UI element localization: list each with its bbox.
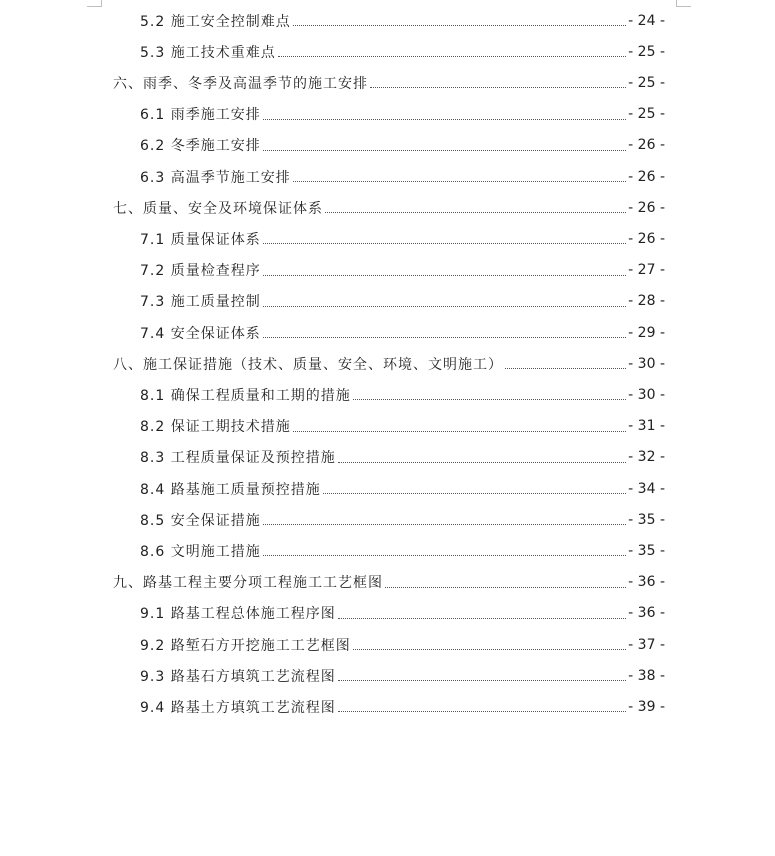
toc-dot-leader [505, 368, 626, 369]
toc-dot-leader [338, 462, 626, 463]
toc-entry-page-number: - 34 - [628, 480, 665, 497]
toc-entry[interactable] [140, 660, 665, 691]
toc-entry-page-number: - 26 - [628, 230, 665, 247]
toc-entry[interactable] [140, 317, 665, 348]
toc-entry-page-number: - 28 - [628, 293, 665, 310]
toc-entry-page-number: - 36 - [628, 605, 665, 622]
toc-entry[interactable] [140, 379, 665, 410]
toc-entry-title: 八、施工保证措施（技术、质量、安全、环境、文明施工） [113, 356, 503, 373]
toc-dot-leader [263, 150, 626, 151]
toc-entry-title: 5.3 施工技术重难点 [140, 44, 276, 61]
toc-entry-title: 9.4 路基土方填筑工艺流程图 [140, 699, 336, 716]
toc-entry[interactable] [113, 567, 665, 598]
toc-entry-title: 6.1 雨季施工安排 [140, 107, 261, 124]
toc-entry-page-number: - 27 - [628, 262, 665, 279]
toc-entry-page-number: - 31 - [628, 418, 665, 435]
toc-entry-page-number: - 30 - [628, 355, 665, 372]
toc-entry[interactable] [140, 161, 665, 192]
toc-entry[interactable] [140, 5, 665, 36]
toc-dot-leader [353, 649, 626, 650]
toc-entry[interactable] [140, 223, 665, 254]
toc-entry-title: 6.2 冬季施工安排 [140, 138, 261, 155]
toc-dot-leader [338, 680, 626, 681]
toc-entry-title: 8.5 安全保证措施 [140, 512, 261, 529]
toc-dot-leader [323, 493, 626, 494]
toc-entry[interactable] [140, 411, 665, 442]
toc-entry-title: 六、雨季、冬季及高温季节的施工安排 [113, 75, 368, 92]
toc-entry-page-number: - 30 - [628, 386, 665, 403]
toc-entry-page-number: - 35 - [628, 542, 665, 559]
toc-entry[interactable] [113, 348, 665, 379]
toc-entry-title: 9.1 路基工程总体施工程序图 [140, 606, 336, 623]
toc-entry-title: 7.1 质量保证体系 [140, 231, 261, 248]
toc-entry-page-number: - 24 - [628, 12, 665, 29]
toc-entry-title: 8.6 文明施工措施 [140, 543, 261, 560]
toc-entry[interactable] [140, 36, 665, 67]
toc-dot-leader [353, 399, 626, 400]
toc-entry-page-number: - 26 - [628, 137, 665, 154]
toc-entry-title: 8.4 路基施工质量预控措施 [140, 481, 321, 498]
toc-dot-leader [293, 25, 626, 26]
toc-dot-leader [263, 243, 626, 244]
toc-entry-page-number: - 36 - [628, 574, 665, 591]
toc-entry-title: 7.4 安全保证体系 [140, 325, 261, 342]
toc-entry[interactable] [140, 598, 665, 629]
toc-entry[interactable] [140, 286, 665, 317]
toc-dot-leader [338, 618, 626, 619]
toc-entry-page-number: - 39 - [628, 698, 665, 715]
toc-entry[interactable] [140, 130, 665, 161]
toc-entry-title: 8.3 工程质量保证及预控措施 [140, 450, 336, 467]
toc-dot-leader [293, 181, 626, 182]
toc-entry[interactable] [140, 504, 665, 535]
toc-entry-page-number: - 29 - [628, 324, 665, 341]
page-corner-mark-left [87, 0, 102, 7]
toc-entry-title: 七、质量、安全及环境保证体系 [113, 200, 323, 217]
toc-entry-title: 8.1 确保工程质量和工期的措施 [140, 387, 351, 404]
toc-dot-leader [263, 306, 626, 307]
toc-entry-page-number: - 37 - [628, 636, 665, 653]
toc-dot-leader [263, 555, 626, 556]
toc-dot-leader [338, 711, 626, 712]
toc-dot-leader [278, 56, 626, 57]
toc-entry-title: 9.2 路堑石方开挖施工工艺框图 [140, 637, 351, 654]
toc-dot-leader [325, 212, 626, 213]
toc-entry[interactable] [113, 67, 665, 98]
toc-entry-page-number: - 26 - [628, 199, 665, 216]
toc-entry-title: 9.3 路基石方填筑工艺流程图 [140, 668, 336, 685]
toc-entry-title: 8.2 保证工期技术措施 [140, 419, 291, 436]
toc-entry-page-number: - 26 - [628, 168, 665, 185]
toc-entry[interactable] [140, 442, 665, 473]
toc-dot-leader [263, 119, 626, 120]
toc-entry[interactable] [140, 255, 665, 286]
toc-entry[interactable] [113, 192, 665, 223]
toc-entry[interactable] [140, 473, 665, 504]
toc-entry-title: 九、路基工程主要分项工程施工工艺框图 [113, 575, 383, 592]
toc-entry-title: 5.2 施工安全控制难点 [140, 13, 291, 30]
toc-dot-leader [385, 587, 626, 588]
toc-entry-page-number: - 25 - [628, 43, 665, 60]
page-corner-mark-right [676, 0, 691, 7]
toc-entry-page-number: - 25 - [628, 106, 665, 123]
toc-dot-leader [293, 431, 626, 432]
toc-entry[interactable] [140, 629, 665, 660]
toc-entry-page-number: - 32 - [628, 449, 665, 466]
toc-dot-leader [370, 87, 626, 88]
toc-entry-page-number: - 35 - [628, 511, 665, 528]
toc-entry-page-number: - 38 - [628, 667, 665, 684]
toc-entry[interactable] [140, 99, 665, 130]
toc-dot-leader [263, 275, 626, 276]
toc-entry-title: 7.2 质量检查程序 [140, 263, 261, 280]
toc-entry-page-number: - 25 - [628, 74, 665, 91]
toc-entry[interactable] [140, 691, 665, 722]
toc-entry-title: 6.3 高温季节施工安排 [140, 169, 291, 186]
toc-entry-title: 7.3 施工质量控制 [140, 294, 261, 311]
toc-entry[interactable] [140, 535, 665, 566]
toc-dot-leader [263, 524, 626, 525]
toc-dot-leader [263, 337, 626, 338]
